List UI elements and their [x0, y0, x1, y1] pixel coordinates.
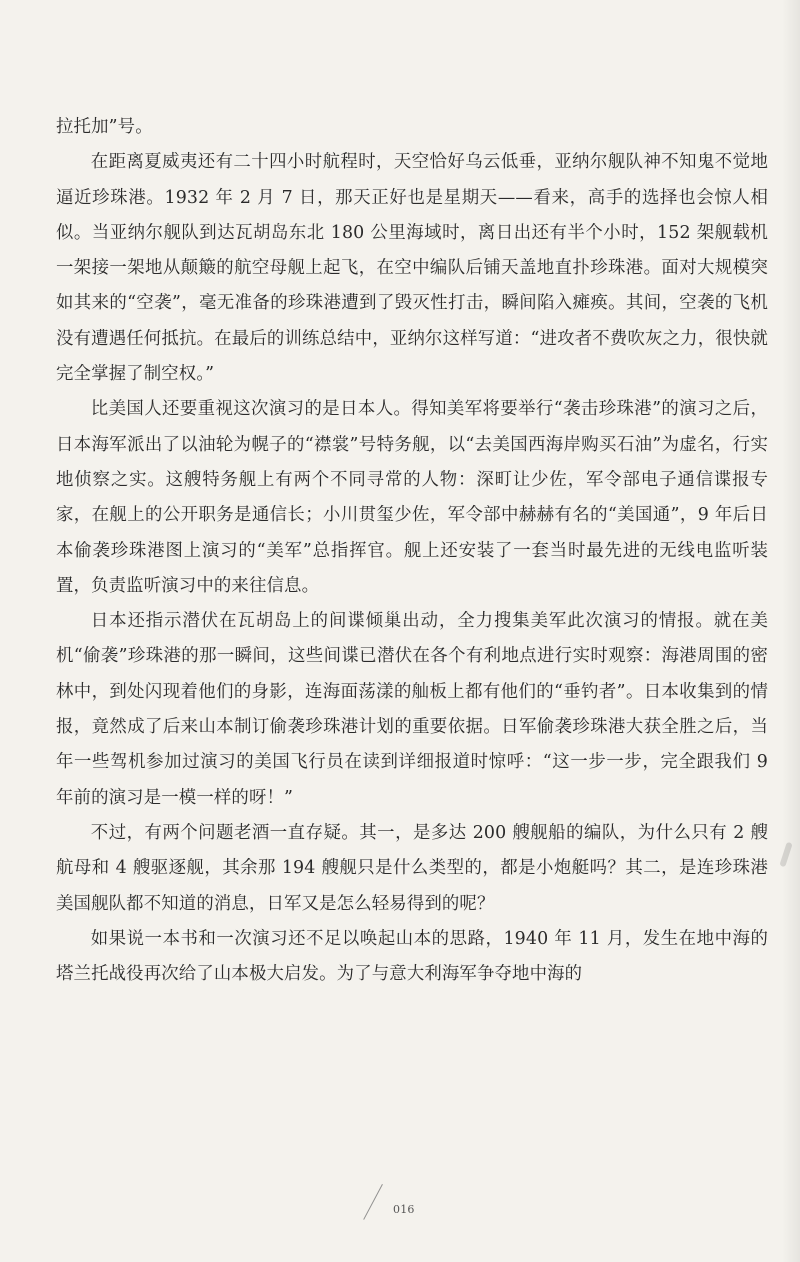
paragraph-2: 在距离夏威夷还有二十四小时航程时，天空恰好乌云低垂，亚纳尔舰队神不知鬼不觉地逼近珍珠港。1932 年 2 月 7 日，那天正好也是星期天——看来，高手的选择也会惊人相似。当亚纳尔舰队到达瓦胡岛东北 180 公里海域时，离日出还有半个小时，152 架舰载机一架接一架地从颠簸的航空母舰上起飞，在空中编队后铺天盖地直扑珍珠港。面对大规模突如其来的“空袭”，毫无准备的珍珠港遭到了毁灭性打击，瞬间陷入瘫痪。其间，空袭的飞机没有遭遇任何抵抗。在最后的训练总结中，亚纳尔这样写道：“进攻者不费吹灰之力，很快就完全掌握了制空权。” — [56, 152, 768, 385]
page-number-slash — [363, 1184, 383, 1220]
paragraph-1: 拉托加”号。 — [56, 117, 153, 137]
paragraph-4: 日本还指示潜伏在瓦胡岛上的间谍倾巢出动，全力搜集美军此次演习的情报。就在美机“偷袭”珍珠港的那一瞬间，这些间谍已潜伏在各个有利地点进行实时观察：海港周围的密林中，到处闪现着他们的身影，连海面荡漾的舢板上都有他们的“垂钓者”。日本收集到的情报，竟然成了后来山本制订偷袭珍珠港计划的重要依据。日军偷袭珍珠港大获全胜之后，当年一些驾机参加过演习的美国飞行员在读到详细报道时惊呼：“这一步一步，完全跟我们 9 年前的演习是一模一样的呀！” — [56, 611, 768, 808]
paragraph-5: 不过，有两个问题老酒一直存疑。其一，是多达 200 艘舰船的编队，为什么只有 2 艘航母和 4 艘驱逐舰，其余那 194 艘舰只是什么类型的，都是小炮艇吗？其二，是连珍珠港美国舰队都不知道的消息，日军又是怎么轻易得到的呢？ — [56, 822, 768, 914]
scan-edge-shadow — [782, 0, 800, 1262]
paragraph-3: 比美国人还要重视这次演习的是日本人。得知美军将要举行“袭击珍珠港”的演习之后，日本海军派出了以油轮为幌子的“襟裳”号特务舰，以“去美国西海岸购买石油”为虚名，行实地侦察之实。这艘特务舰上有两个不同寻常的人物：深町让少佐，军令部电子通信谍报专家，在舰上的公开职务是通信长；小川贯玺少佐，军令部中赫赫有名的“美国通”，9 年后日本偷袭珍珠港图上演习的“美军”总指挥官。舰上还安装了一套当时最先进的无线电监听装置，负责监听演习中的来往信息。 — [56, 399, 768, 596]
paragraph-6: 如果说一本书和一次演习还不足以唤起山本的思路，1940 年 11 月，发生在地中海的塔兰托战役再次给了山本极大启发。为了与意大利海军争夺地中海的 — [56, 928, 768, 985]
page-number: 016 — [393, 1203, 415, 1216]
body-text — [56, 110, 768, 992]
